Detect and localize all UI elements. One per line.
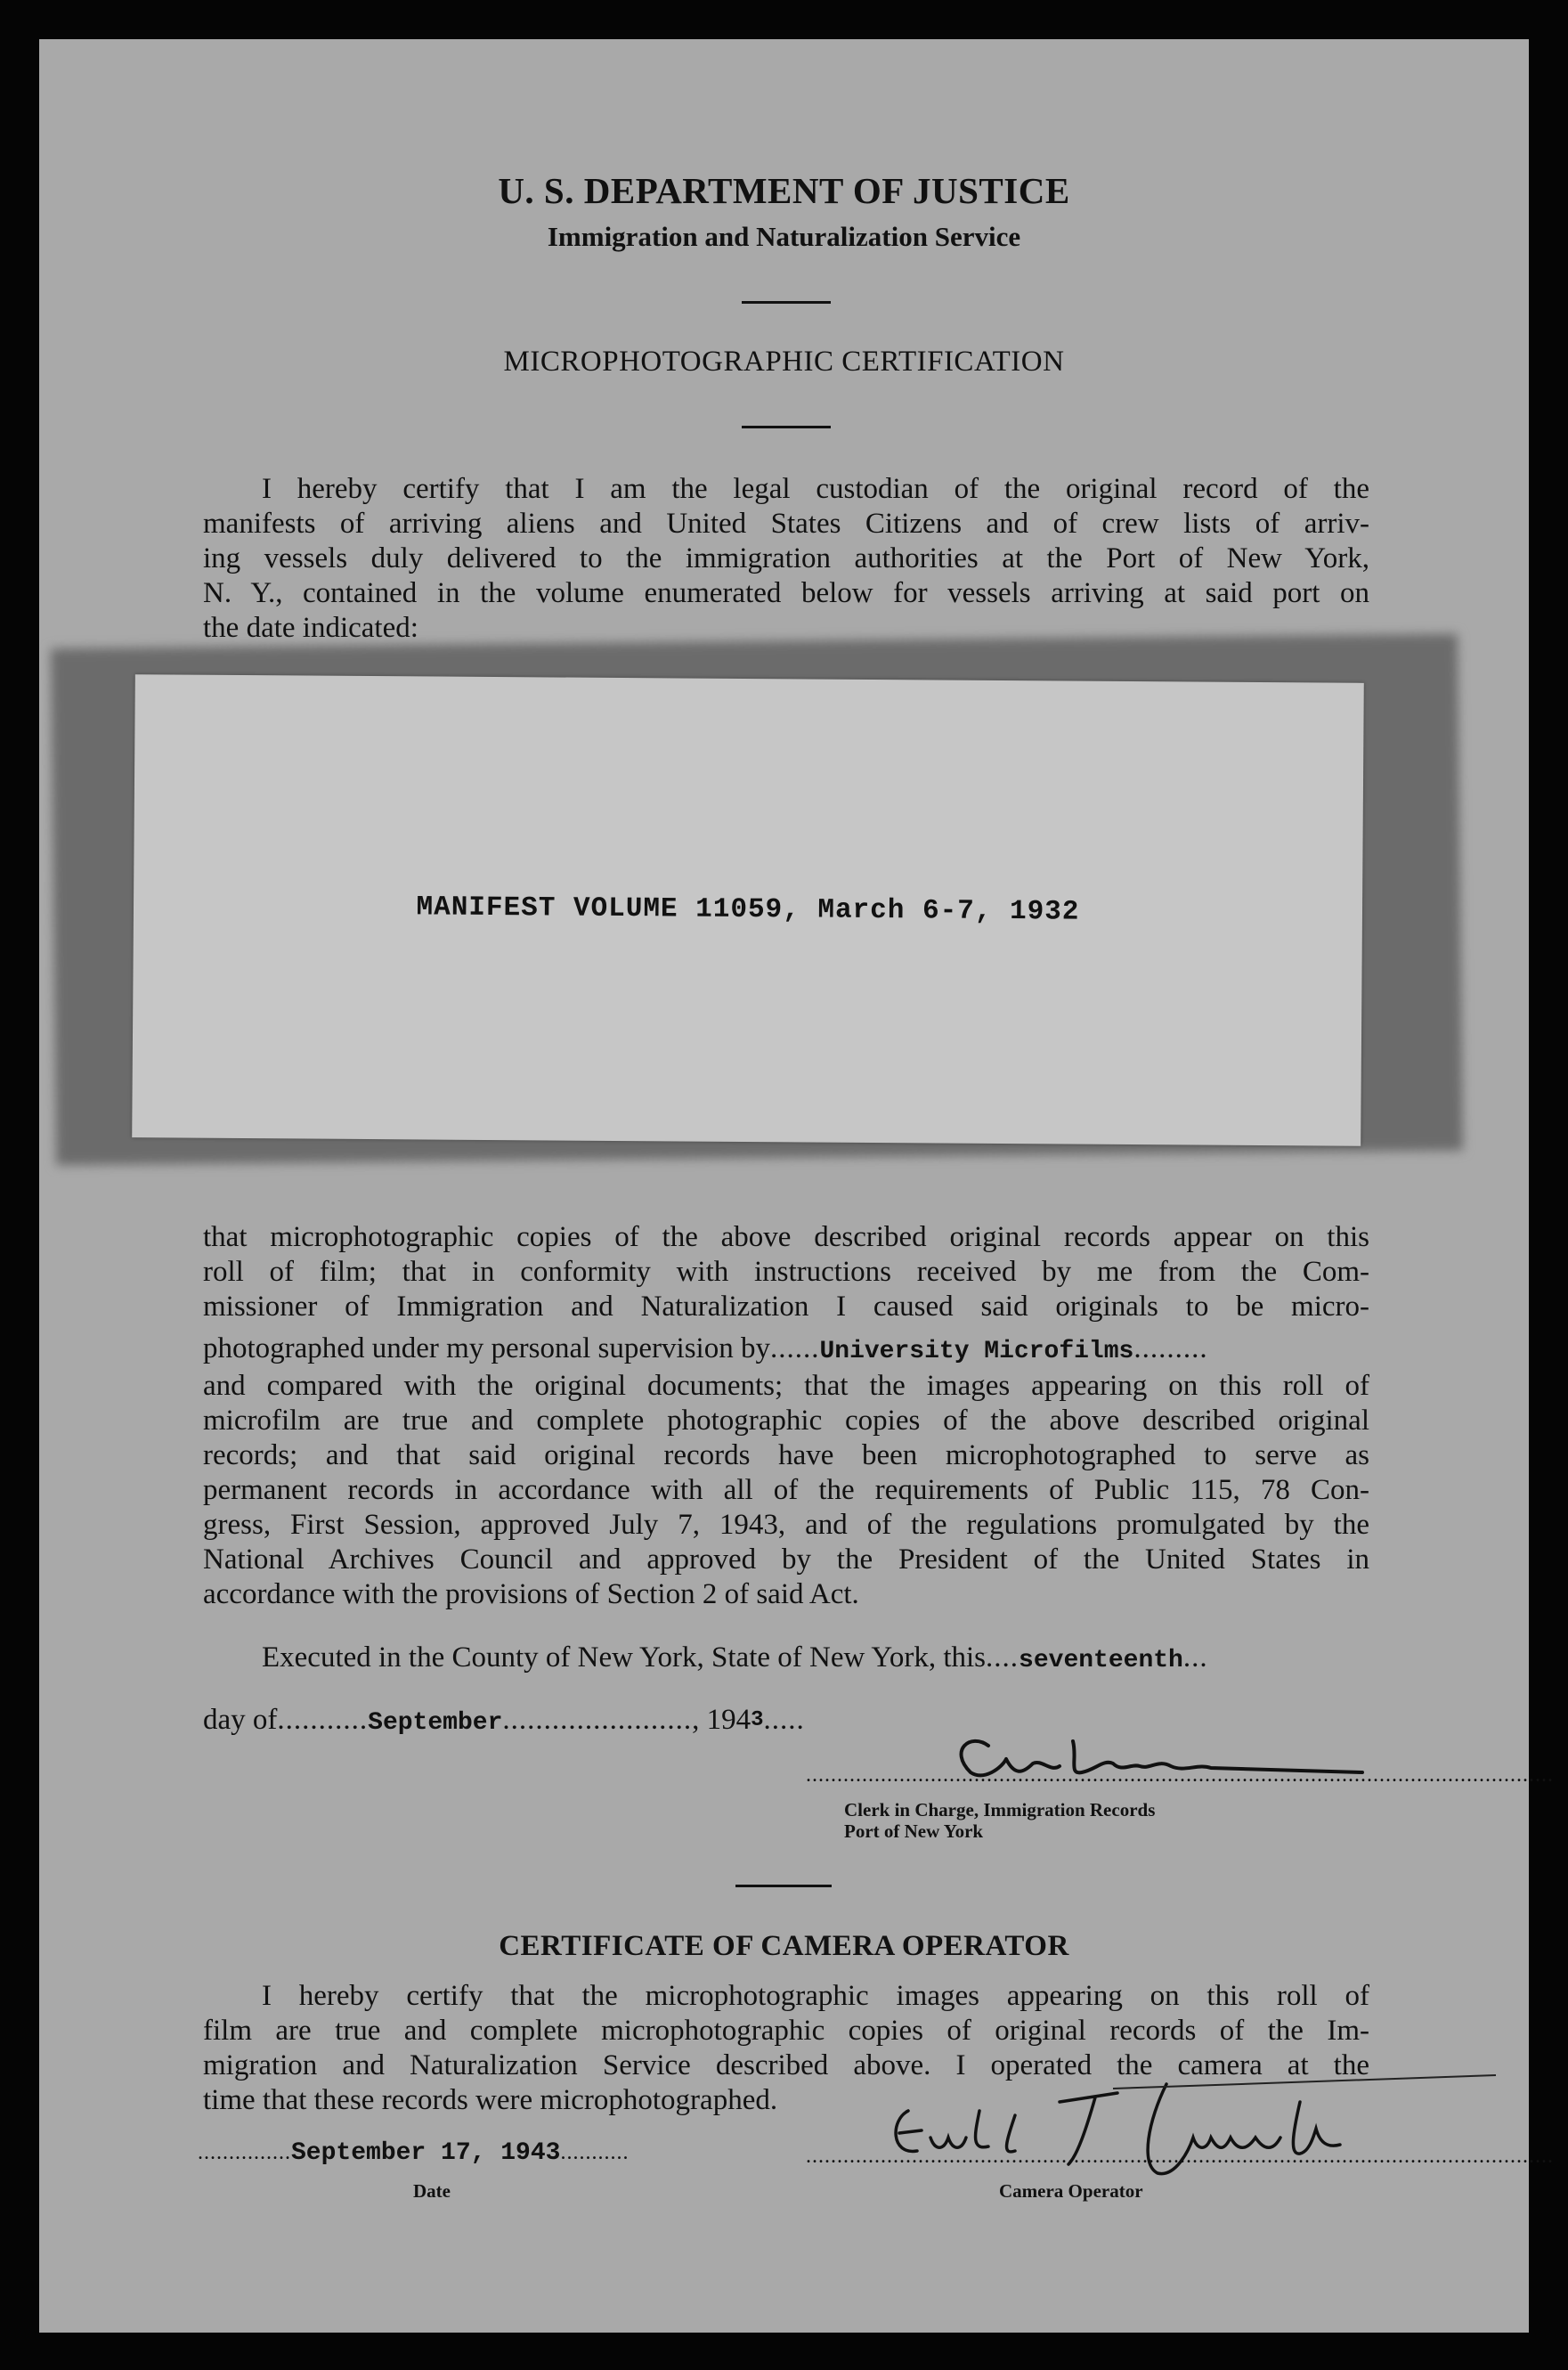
camera-certificate-title: CERTIFICATE OF CAMERA OPERATOR — [499, 1930, 1069, 1962]
operator-signature-line: ........................................................................................................................ — [806, 2145, 1554, 2168]
supervision-line: photographed under my personal supervision by......University Microfilms......... — [203, 1332, 1208, 1365]
clerk-signature-line: ........................................................................................................................ — [806, 1763, 1554, 1787]
intro-line: I hereby certify that I am the legal custodian of the original record of the — [262, 473, 1369, 505]
intro-line: ing vessels duly delivered to the immigration authorities at the Port of New York, — [203, 542, 1369, 574]
intro-line: N. Y., contained in the volume enumerated below for vessels arriving at said port on — [203, 577, 1369, 609]
intro-line: the date indicated: — [203, 612, 418, 644]
clerk-title-line: Port of New York — [844, 1820, 984, 1842]
executed-year-digit: 3 — [751, 1708, 764, 1732]
clerk-title — [844, 1799, 1155, 1842]
department-heading: U. S. DEPARTMENT OF JUSTICE — [498, 170, 1070, 211]
body-line: permanent records in accordance with all of the requirements of Public 115, 78 Con- — [203, 1474, 1369, 1506]
intro-paragraph — [203, 472, 1369, 646]
divider — [742, 301, 831, 304]
day-of-label: day of — [203, 1704, 278, 1736]
date-label: Date — [413, 2180, 451, 2202]
divider — [742, 426, 831, 428]
manifest-volume-text: MANIFEST VOLUME 11059, March 6-7, 1932 — [416, 892, 1080, 928]
clerk-title-line: Clerk in Charge, Immigration Records — [844, 1799, 1156, 1820]
camera-line: migration and Naturalization Service described above. I operated the camera at the — [203, 2049, 1369, 2081]
body-line: that microphotographic copies of the above described original records appear on this — [203, 1221, 1369, 1253]
executed-year-prefix: , 194 — [692, 1704, 752, 1736]
body-line: records; and that said original records have been microphotographed to serve as — [203, 1439, 1369, 1471]
body-line: accordance with the provisions of Section 2 of said Act. — [203, 1578, 859, 1610]
body-line: National Archives Council and approved by the President of the United States in — [203, 1543, 1369, 1576]
microfilm-company: University Microfilms — [819, 1338, 1134, 1365]
operator-signature — [881, 2066, 1505, 2191]
date-field: ...............September 17, 1943........... — [198, 2139, 630, 2167]
certification-title: MICROPHOTOGRAPHIC CERTIFICATION — [503, 346, 1065, 378]
body-line: microfilm are true and complete photographic copies of the above described original — [203, 1405, 1369, 1437]
body-line: gress, First Session, approved July 7, 1943, and of the regulations promulgated by the — [203, 1509, 1369, 1541]
supervision-prefix: photographed under my personal supervision by — [203, 1332, 770, 1364]
operator-label: Camera Operator — [999, 2180, 1143, 2202]
camera-date: September 17, 1943 — [291, 2139, 561, 2167]
body-paragraph — [203, 1220, 1369, 1612]
body-line: roll of film; that in conformity with instructions received by me from the Com- — [203, 1256, 1369, 1288]
executed-month: September — [368, 1709, 503, 1737]
camera-line: time that these records were microphotographed. — [203, 2084, 778, 2116]
body-line: missioner of Immigration and Naturalization I caused said originals to be micro- — [203, 1291, 1369, 1323]
manifest-slip — [132, 674, 1364, 1146]
executed-line: Executed in the County of New York, State of New York, this....seventeenth... — [203, 1641, 1369, 1678]
body-line: and compared with the original documents; that the images appearing on this roll of — [203, 1370, 1369, 1402]
executed-day: seventeenth — [1019, 1647, 1183, 1674]
executed-prefix: Executed in the County of New York, State of New York, this — [262, 1641, 987, 1674]
camera-line: I hereby certify that the microphotographic images appearing on this roll of — [262, 1980, 1369, 2012]
service-subheading: Immigration and Naturalization Service — [547, 221, 1021, 252]
date-line: day of...........September......................., $194^3$..... — [203, 1704, 805, 1737]
intro-line: manifests of arriving aliens and United States Citizens and of crew lists of arriv- — [203, 508, 1369, 540]
divider — [735, 1885, 832, 1887]
camera-line: film are true and complete microphotographic copies of original records of the Im- — [203, 2015, 1369, 2047]
